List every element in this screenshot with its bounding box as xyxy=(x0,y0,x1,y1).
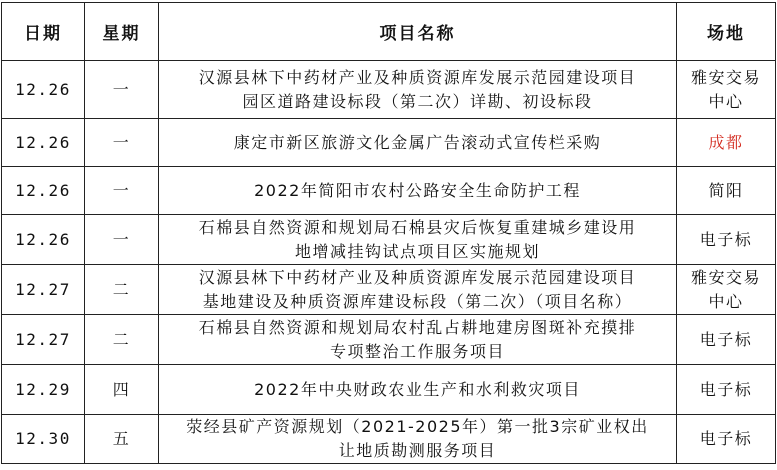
cell-weekday: 二 xyxy=(85,265,159,315)
project-name-line: 园区道路建设标段（第二次）详勘、初设标段 xyxy=(242,91,593,111)
cell-project-name xyxy=(159,167,677,215)
cell-venue xyxy=(677,61,776,119)
cell-date: 12.26 xyxy=(2,61,85,119)
table-row xyxy=(2,215,776,265)
cell-project-name xyxy=(159,119,677,167)
cell-venue xyxy=(677,365,776,415)
project-name-line: 荥经县矿产资源规划（2021-2025年）第一批3宗矿业权出 xyxy=(186,417,649,436)
project-name-line: 汉源县林下中药材产业及种质资源库发展示范园建设项目 xyxy=(198,67,637,87)
table-row xyxy=(2,365,776,415)
project-name-line: 让地质勘测服务项目 xyxy=(338,441,497,460)
cell-venue xyxy=(677,415,776,464)
venue-line: 中心 xyxy=(708,91,744,111)
project-name-line: 2022年中央财政农业生产和水利救灾项目 xyxy=(254,379,581,399)
cell-venue xyxy=(677,315,776,365)
cell-date: 12.27 xyxy=(2,315,85,365)
venue-line: 中心 xyxy=(708,291,744,311)
table-row xyxy=(2,167,776,215)
venue-line: 雅安交易 xyxy=(690,267,761,287)
cell-project-name xyxy=(159,315,677,365)
project-name-line: 专项整治工作服务项目 xyxy=(329,341,505,361)
cell-venue xyxy=(677,167,776,215)
cell-date: 12.29 xyxy=(2,365,85,415)
header-date: 日期 xyxy=(2,3,85,61)
table-row xyxy=(2,119,776,167)
project-name-line: 石棉县自然资源和规划局石棉县灾后恢复重建城乡建设用 xyxy=(198,217,637,237)
cell-weekday: 一 xyxy=(85,61,159,119)
venue-line: 电子标 xyxy=(699,379,753,399)
cell-date: 12.26 xyxy=(2,119,85,167)
table-header-row xyxy=(2,3,776,61)
venue-line: 成都 xyxy=(708,132,744,152)
venue-line: 简阳 xyxy=(708,180,744,200)
cell-weekday: 四 xyxy=(85,365,159,415)
cell-venue xyxy=(677,215,776,265)
cell-weekday: 一 xyxy=(85,215,159,265)
project-name-line: 地增减挂钩试点项目区实施规划 xyxy=(294,241,540,261)
venue-line: 电子标 xyxy=(699,429,753,448)
cell-weekday: 一 xyxy=(85,167,159,215)
table-row xyxy=(2,315,776,365)
cell-date: 12.26 xyxy=(2,215,85,265)
cell-weekday: 五 xyxy=(85,415,159,464)
project-name-line: 汉源县林下中药材产业及种质资源库发展示范园建设项目 xyxy=(198,267,637,287)
cell-date: 12.27 xyxy=(2,265,85,315)
venue-line: 电子标 xyxy=(699,229,753,249)
header-project: 项目名称 xyxy=(159,3,677,61)
project-name-line: 石棉县自然资源和规划局农村乱占耕地建房图斑补充摸排 xyxy=(198,317,637,337)
cell-project-name xyxy=(159,61,677,119)
header-weekday: 星期 xyxy=(85,3,159,61)
venue-line: 电子标 xyxy=(699,329,753,349)
header-venue: 场地 xyxy=(677,3,776,61)
project-name-line: 康定市新区旅游文化金属广告滚动式宣传栏采购 xyxy=(233,132,602,152)
cell-date: 12.30 xyxy=(2,415,85,464)
cell-date: 12.26 xyxy=(2,167,85,215)
cell-project-name xyxy=(159,215,677,265)
cell-venue xyxy=(677,119,776,167)
table-row xyxy=(2,265,776,315)
cell-project-name xyxy=(159,415,677,464)
project-name-line: 基地建设及种质资源库建设标段（第二次）（项目名称） xyxy=(202,291,633,311)
table-row xyxy=(2,61,776,119)
table-row xyxy=(2,415,776,464)
cell-project-name xyxy=(159,365,677,415)
cell-project-name xyxy=(159,265,677,315)
cell-venue xyxy=(677,265,776,315)
cell-weekday: 一 xyxy=(85,119,159,167)
venue-line: 雅安交易 xyxy=(690,67,761,87)
cell-weekday: 二 xyxy=(85,315,159,365)
project-name-line: 2022年简阳市农村公路安全生命防护工程 xyxy=(254,180,581,200)
bid-schedule-table xyxy=(1,2,776,464)
table-body xyxy=(2,61,776,464)
